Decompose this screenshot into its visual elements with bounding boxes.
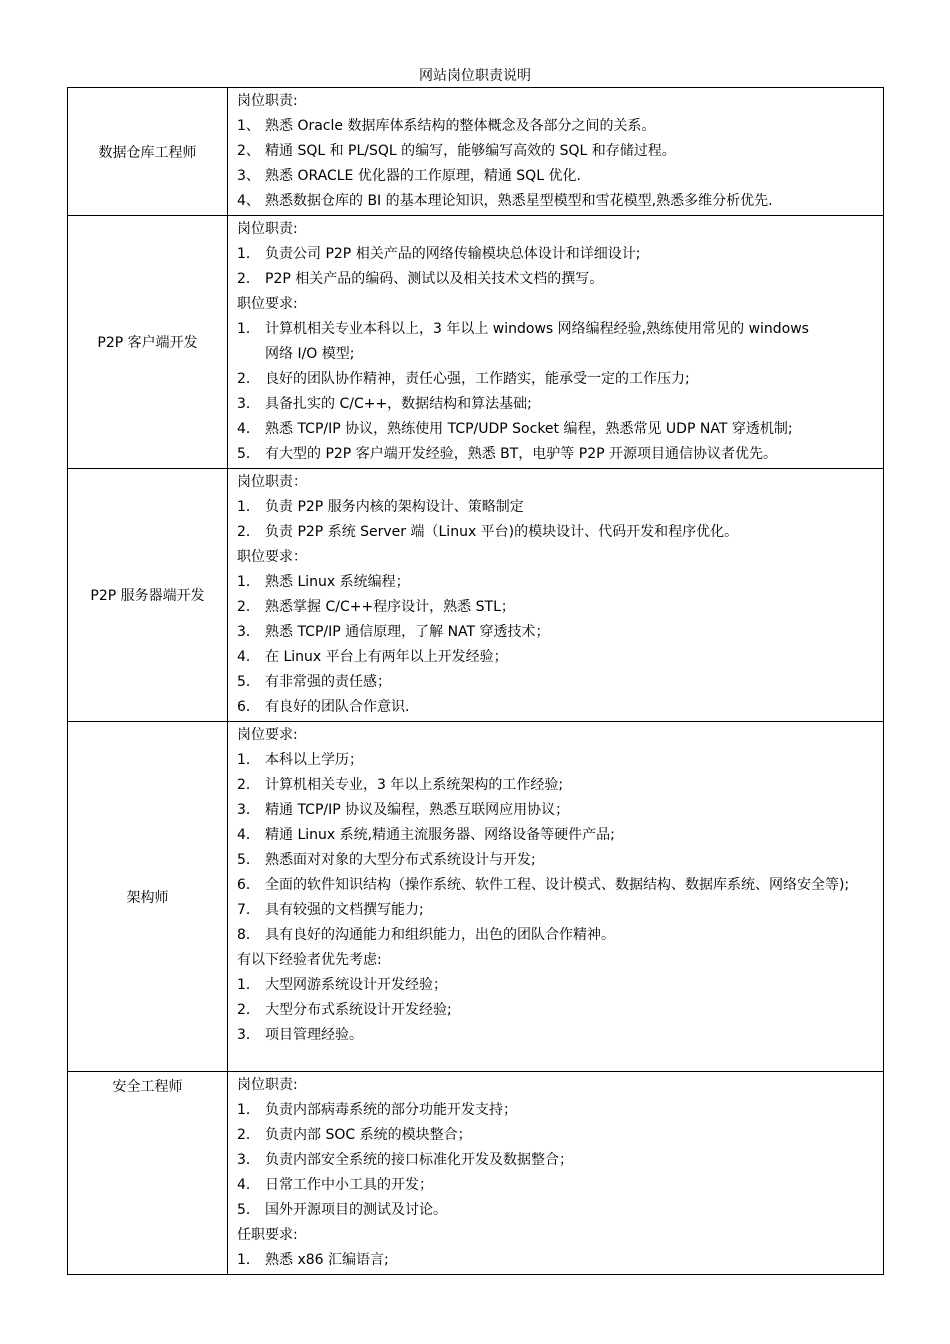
job-description-table (67, 87, 884, 1275)
list-item: 4． 在 Linux 平台上有两年以上开发经验； (237, 649, 508, 665)
list-item: 2． 负责 P2P 系统 Server 端（Linux 平台)的模块设计、代码开发和程序优化。 (237, 524, 739, 540)
section-heading: 岗位职责: (237, 93, 298, 109)
list-item: 3． 负责内部安全系统的接口标准化开发及数据整合； (237, 1152, 573, 1168)
table-row (68, 722, 884, 1072)
list-item: 1、 熟悉 Oracle 数据库体系结构的整体概念及各部分之间的关系。 (237, 118, 656, 134)
list-item: 3、 熟悉 ORACLE 优化器的工作原理，精通 SQL 优化. (237, 168, 581, 184)
list-item: 3． 项目管理经验。 (237, 1027, 363, 1043)
position-name: P2P 服务器端开发 (68, 469, 228, 722)
table-row (68, 1072, 884, 1275)
position-description (228, 469, 884, 722)
list-item: 5． 熟悉面对对象的大型分布式系统设计与开发; (237, 852, 536, 868)
position-name: 安全工程师 (68, 1072, 228, 1275)
list-item: 4、 熟悉数据仓库的 BI 的基本理论知识，熟悉星型模型和雪花模型,熟悉多维分析优先. (237, 193, 773, 209)
position-name: 数据仓库工程师 (68, 88, 228, 216)
list-item: 2． 大型分布式系统设计开发经验; (237, 1002, 452, 1018)
position-description (228, 216, 884, 469)
list-item: 5． 有非常强的责任感； (237, 674, 391, 690)
position-name: 架构师 (68, 722, 228, 1072)
list-item: 1． 本科以上学历； (237, 752, 363, 768)
list-item: 5． 国外开源项目的测试及讨论。 (237, 1202, 447, 1218)
list-item: 2． 熟悉掌握 C/C++程序设计，熟悉 STL； (237, 599, 515, 615)
list-item: 6． 有良好的团队合作意识. (237, 699, 410, 715)
list-item: 1． 计算机相关专业本科以上，3 年以上 windows 网络编程经验,熟练使用常见的 windows 网络 I/O 模型; (237, 321, 809, 362)
list-item: 8． 具有良好的沟通能力和组织能力，出色的团队合作精神。 (237, 927, 615, 943)
position-name: P2P 客户端开发 (68, 216, 228, 469)
list-item: 2． P2P 相关产品的编码、测试以及相关技术文档的撰写。 (237, 271, 604, 287)
list-item: 1． 大型网游系统设计开发经验； (237, 977, 447, 993)
list-item: 2． 负责内部 SOC 系统的模块整合； (237, 1127, 472, 1143)
section-heading: 岗位职责: (237, 1077, 298, 1093)
section-heading: 有以下经验者优先考虑: (237, 952, 382, 968)
section-heading: 岗位职责: (237, 221, 298, 237)
list-item: 4． 精通 Linux 系统,精通主流服务器、网络设备等硬件产品; (237, 827, 615, 843)
list-item: 4． 熟悉 TCP/IP 协议，熟练使用 TCP/UDP Socket 编程，熟悉常见 UDP NAT 穿透机制; (237, 421, 793, 437)
section-heading: 职位要求: (237, 296, 298, 312)
position-description (228, 1072, 884, 1275)
list-item: 2． 计算机相关专业，3 年以上系统架构的工作经验; (237, 777, 564, 793)
list-item: 1． 熟悉 Linux 系统编程； (237, 574, 410, 590)
list-item: 7． 具有较强的文档撰写能力; (237, 902, 424, 918)
list-item: 1． 负责 P2P 服务内核的架构设计、策略制定 (237, 499, 524, 515)
list-item: 1． 负责公司 P2P 相关产品的网络传输模块总体设计和详细设计; (237, 246, 641, 262)
table-row (68, 88, 884, 216)
position-description (228, 722, 884, 1072)
list-item: 2． 良好的团队协作精神，责任心强，工作踏实，能承受一定的工作压力; (237, 371, 690, 387)
section-heading: 岗位职责： (237, 474, 307, 490)
list-item: 1． 熟悉 x86 汇编语言; (237, 1252, 389, 1268)
list-item: 3． 精通 TCP/IP 协议及编程，熟悉互联网应用协议； (237, 802, 570, 818)
list-item: 5． 有大型的 P2P 客户端开发经验，熟悉 BT，电驴等 P2P 开源项目通信协议者优先。 (237, 446, 777, 462)
list-item: 3． 熟悉 TCP/IP 通信原理，了解 NAT 穿透技术； (237, 624, 550, 640)
list-item: 4． 日常工作中小工具的开发； (237, 1177, 433, 1193)
list-item: 2、 精通 SQL 和 PL/SQL 的编写，能够编写高效的 SQL 和存储过程。 (237, 143, 676, 159)
list-item: 6． 全面的软件知识结构（操作系统、软件工程、设计模式、数据结构、数据库系统、网络安全等); (237, 877, 850, 893)
section-heading: 岗位要求: (237, 727, 298, 743)
section-heading: 职位要求： (237, 549, 307, 565)
table-row (68, 469, 884, 722)
list-item: 3． 具备扎实的 C/C++，数据结构和算法基础; (237, 396, 532, 412)
table-row (68, 216, 884, 469)
document-title: 网站岗位职责说明 (419, 68, 531, 84)
list-item: 1． 负责内部病毒系统的部分功能开发支持； (237, 1102, 517, 1118)
position-description (228, 88, 884, 216)
section-heading: 任职要求: (237, 1227, 298, 1243)
